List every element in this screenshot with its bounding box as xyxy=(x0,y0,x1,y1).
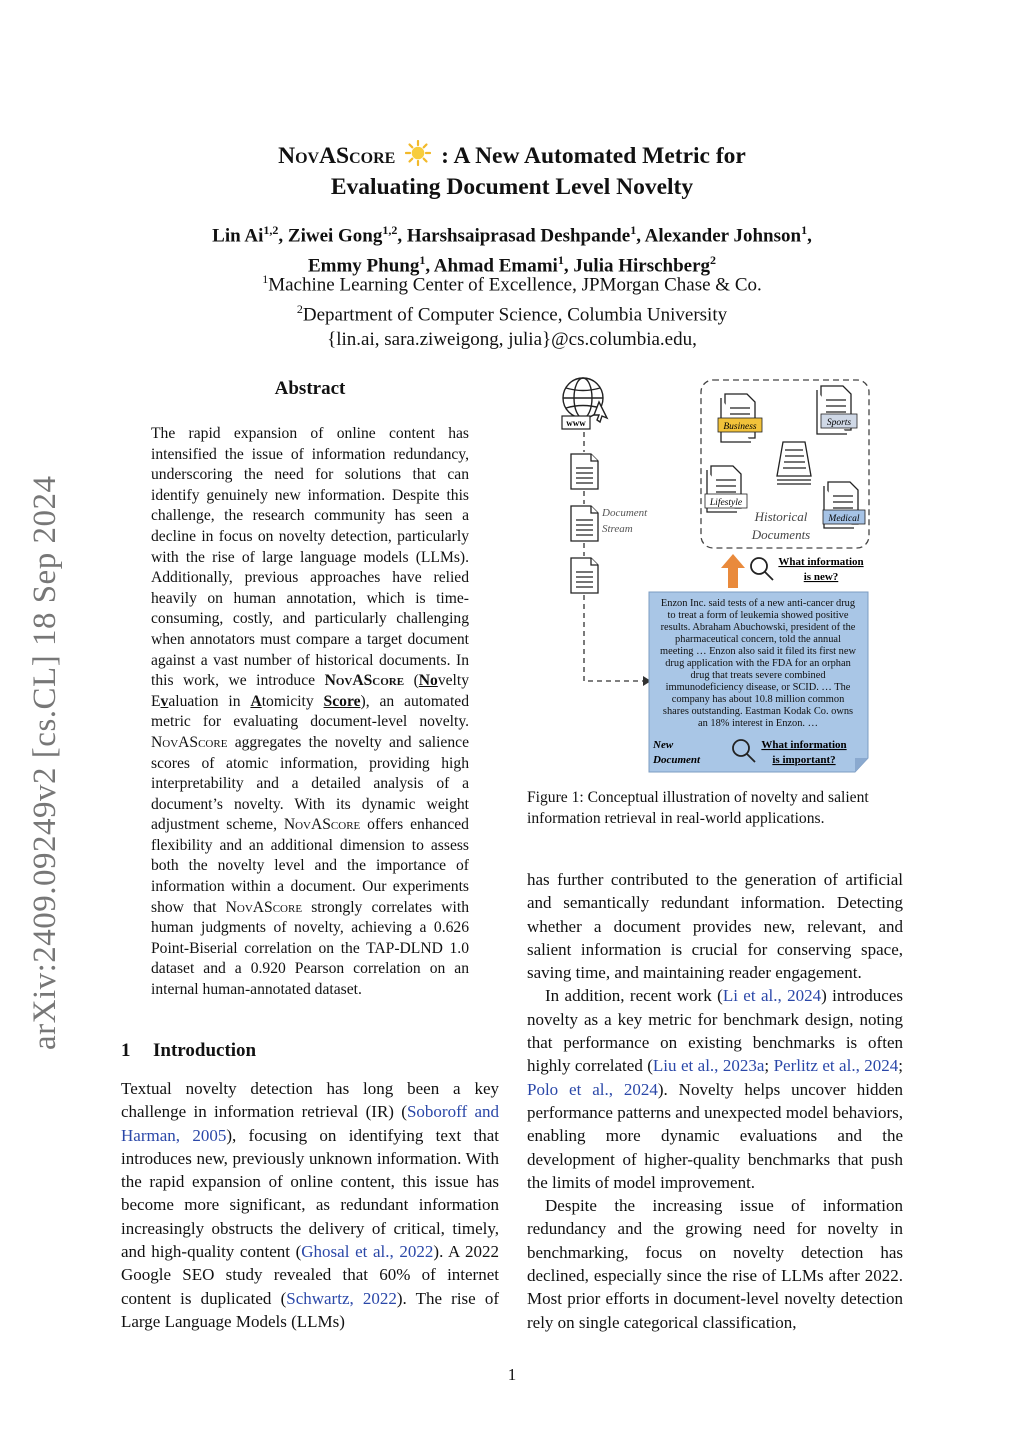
author-list: Lin Ai$^{1,2}$, Ziwei Gong$^{1,2}$, Harshsaiprasad Deshpande$^1$, Alexander Johnson$^1$, Emmy Phung$^1$, Ahmad Emami$^1$, Julia Hirschberg$^2$ xyxy=(212,223,812,277)
abstract-text: ), an automated metric for evaluating document-level novelty. xyxy=(151,692,469,731)
body-text: ) introduces novelty as a key metric for benchmark design, noting that performance on existing benchmarks is often highly correlated ( xyxy=(527,986,903,1076)
body-text: ). The rise of Large Language Models (LLMs) xyxy=(121,1288,499,1331)
section-title: Introduction xyxy=(153,1040,257,1061)
sun-icon xyxy=(405,140,431,173)
arxiv-stamp: arXiv:2409.09249v2 [cs.CL] 18 Sep 2024 xyxy=(27,475,63,1050)
abstract-text: strongly correlates with human judgments of novelty, achieving a 0.626 Point-Biserial correlation on the TAP-DLND 1.0 dataset and a 0.920 Pearson correlation on an internal human-annotated dataset. xyxy=(151,898,469,999)
abstract-text: aggregates the novelty and salience scores of atomic information, providing high interpretability and a detailed analysis of a document’s novelty. With its dynamic weight adjustment scheme, xyxy=(151,733,469,834)
author-name: Harshsaiprasad Deshpande xyxy=(406,225,631,247)
author-sup: 2 xyxy=(710,253,717,268)
affiliation-1: Machine Learning Center of Excellence, JPMorgan Chase & Co. xyxy=(268,274,762,296)
author-name: Ziwei Gong xyxy=(287,225,383,247)
question-what-is-important: What information xyxy=(761,739,847,751)
author-sup: 1,2 xyxy=(263,223,279,237)
new-document-text xyxy=(660,598,856,729)
abstract-text: The rapid expansion of online content has intensified the issue of information redundancy, underscoring the need for solutions that can identify genuinely new information. Despite this challenge, the research community has seen a decline in focus on novelty detection, particularly with the rise of large language models (LLMs). Additionally, previous approaches have relied heavily on human annotation, which is time-consuming, costly, and particularly challenging when annotators must compare a target document against a vast number of historical documents. In this work, we introduce xyxy=(151,425,469,690)
new-document-label: Document xyxy=(653,754,701,766)
stacked-documents-icon xyxy=(777,442,811,484)
right-column-text xyxy=(527,868,903,1334)
section-heading-introduction xyxy=(121,1040,256,1062)
doc-line: drug application with the FDA for an orphan xyxy=(665,658,851,669)
doc-line: immunodeficiency disease, or SCID. … The xyxy=(665,682,851,693)
author-name: Ahmad Emami xyxy=(433,255,558,277)
doc-line: company has about 10.8 million common xyxy=(671,694,845,705)
abstract-body xyxy=(151,424,469,1001)
abstract-text: ( xyxy=(404,672,419,690)
magnifier-icon xyxy=(751,558,773,580)
intro-paragraph xyxy=(121,1077,499,1333)
author-name: Lin Ai xyxy=(212,225,264,247)
www-label: www xyxy=(566,418,586,428)
body-text: ; xyxy=(764,1056,774,1076)
stream-label: Stream xyxy=(602,523,633,535)
business-tag-label: Business xyxy=(723,422,757,432)
up-arrow-icon xyxy=(721,554,745,588)
email-line: {lin.ai, sara.ziweigong, julia}@cs.columbia.edu, xyxy=(327,328,697,350)
citation-link[interactable]: Perlitz et al., 2024 xyxy=(773,1056,899,1076)
citation-link[interactable]: Ghosal et al., 2022 xyxy=(301,1242,434,1262)
author-sup: 1,2 xyxy=(382,223,398,237)
acronym-letter: No xyxy=(418,672,438,690)
paragraph: Despite the increasing issue of information redundancy and the growing need for novelty in benchmarking, focus on novelty detection has declined, especially since the rise of LLMs after 2022. Most prior efforts in document-level novelty detection rely on single categorical classification, xyxy=(527,1196,903,1332)
affil-sup: 2 xyxy=(296,302,303,317)
acronym-letter: A xyxy=(250,692,262,710)
historical-label: Historical xyxy=(754,509,808,524)
doc-line: drug that treats severe combined xyxy=(690,670,826,681)
body-text: Textual novelty detection has long been a key challenge in information retrieval (IR) ( xyxy=(121,1079,499,1122)
affil-sup: 1 xyxy=(262,272,269,286)
question-what-is-new: What information xyxy=(778,556,864,568)
metric-name: NovAScore xyxy=(225,898,303,916)
acronym-letter: Score xyxy=(323,692,361,710)
doc-line: shares outstanding. Eastman Kodak Co. owns xyxy=(662,706,854,717)
abstract-text: offers enhanced flexibility and an additional dimension to assess both the novelty level and the importance of information within a document. Our experiments show that xyxy=(151,816,469,916)
metric-name: NovAScore xyxy=(151,733,228,751)
metric-name: NovAScore xyxy=(283,816,361,834)
citation-link[interactable]: Liu et al., 2023a xyxy=(652,1056,765,1076)
doc-line: Enzon Inc. said tests of a new anti-cancer drug xyxy=(660,598,856,609)
author-name: Julia Hirschberg xyxy=(573,255,711,277)
citation-link[interactable]: Schwartz, 2022 xyxy=(286,1288,397,1308)
author-sup: 1 xyxy=(419,253,426,268)
globe-icon xyxy=(563,378,607,422)
doc-line: pharmaceutical concern, told the annual xyxy=(675,634,841,645)
citation-link[interactable]: Soboroff and Harman, 2005 xyxy=(121,1102,499,1145)
question-what-is-new: is new? xyxy=(803,571,839,583)
stream-document-icon xyxy=(571,454,598,489)
paper-title xyxy=(0,140,1024,201)
historical-label: Documents xyxy=(751,527,811,542)
sports-tag-label: Sports xyxy=(826,418,852,428)
title-metric-name: NovAScore xyxy=(278,143,396,169)
medical-tag-label: Medical xyxy=(828,514,860,524)
abstract-text: tomicity xyxy=(261,692,324,710)
body-text: ). A 2022 Google SEO study revealed that 60% of internet content is duplicated ( xyxy=(121,1242,500,1308)
author-name: Emmy Phung xyxy=(307,255,420,277)
abstract-text: aluation in xyxy=(168,692,251,710)
metric-name: NovAScore xyxy=(324,672,405,690)
author-sup: 1 xyxy=(801,223,808,237)
acronym-letter: v xyxy=(160,692,169,710)
abstract-text: velty E xyxy=(151,672,470,710)
body-text: ), focusing on identifying text that introduces new, previously unknown information. With the rapid expansion of online content, this issue has become more significant, as redundant information increasingly obstructs the delivery of critical, timely, and high-quality content ( xyxy=(121,1125,499,1262)
affiliations xyxy=(0,267,1024,352)
citation-link[interactable]: Li et al., 2024 xyxy=(722,986,822,1006)
section-number: 1 xyxy=(121,1040,131,1061)
stream-document-icon xyxy=(571,506,598,541)
title-line-2: Evaluating Document Level Novelty xyxy=(330,174,694,200)
figure-caption: Figure 1: Conceptual illustration of novelty and salient information retrieval in real-world applications. xyxy=(527,789,869,827)
abstract-heading: Abstract xyxy=(274,378,346,399)
lifestyle-tag-label: Lifestyle xyxy=(709,498,743,508)
paragraph xyxy=(527,984,903,1194)
new-document-label: New xyxy=(653,739,674,751)
author-sup: 1 xyxy=(557,253,564,268)
question-what-is-important: is important? xyxy=(772,754,836,766)
doc-line: results. Abraham Abuchowski, president of the xyxy=(660,622,856,633)
affiliation-2: Department of Computer Science, Columbia University xyxy=(302,304,728,326)
body-text: ). Novelty helps uncover hidden performance patterns and unexpected model behaviors, enabling more dynamic evaluations and the development of higher-quality benchmarks that push the limits of model improvement. xyxy=(527,1079,903,1192)
page-number: 1 xyxy=(507,1365,517,1384)
author-sup: 1 xyxy=(630,223,637,237)
citation-link[interactable]: Polo et al., 2024 xyxy=(527,1079,658,1099)
paragraph: has further contributed to the generation of artificial and semantically redundant information. Detecting whether a document provides new, relevant, and salient information is crucial for conserving space, saving time, and maintaining reader engagement. xyxy=(527,870,903,983)
stream-document-icon xyxy=(571,558,598,593)
title-rest: : A New Automated Metric for xyxy=(441,143,746,169)
author-name: Alexander Johnson xyxy=(644,225,802,247)
doc-line: an 18% interest in Enzon. … xyxy=(697,718,819,729)
stream-label: Document xyxy=(602,507,648,519)
body-text: In addition, recent work ( xyxy=(545,986,723,1006)
figure-1-diagram xyxy=(555,376,885,776)
doc-line: meeting … Enzon also said it filed its first new xyxy=(660,646,856,657)
doc-line: to treat a form of leukemia showed positive xyxy=(667,610,849,621)
body-text: ; xyxy=(898,1056,903,1076)
